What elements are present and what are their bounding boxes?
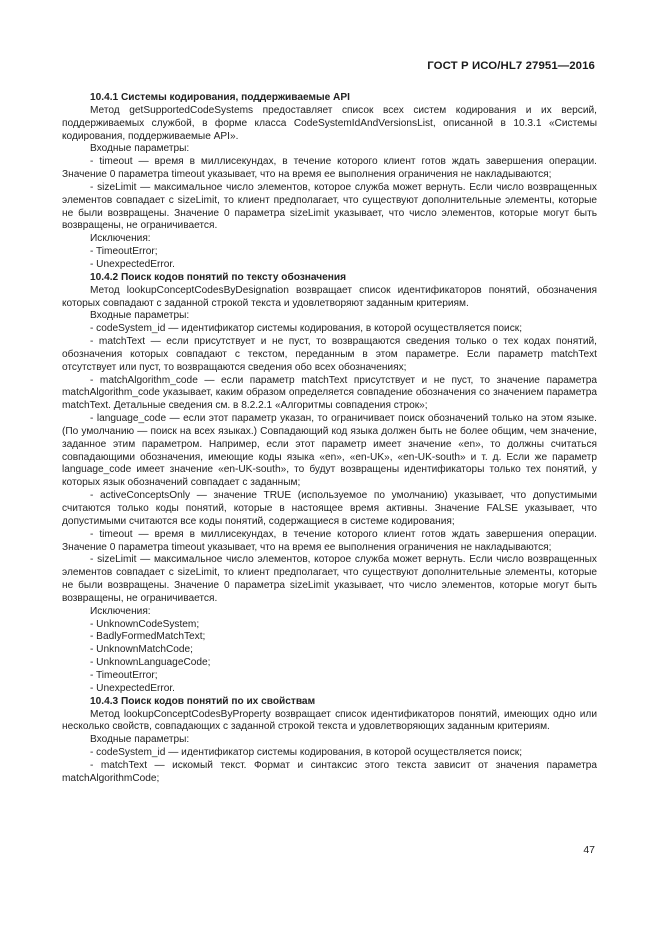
body-paragraph: Входные параметры: — [90, 143, 190, 155]
body-paragraph: Метод getSupportedCodeSystems предоставляет список всех систем кодирования и их версий, поддерживаемых службой, в форме класса CodeSystemIdAndVersionsList, описанной в 10.3.1 «Системы кодирования, поддерживаемые API». — [62, 104, 597, 142]
document-body — [62, 92, 597, 786]
body-paragraph: - BadlyFormedMatchText; — [90, 631, 206, 643]
body-paragraph: - UnknownCodeSystem; — [90, 618, 200, 630]
body-paragraph: - UnknownMatchCode; — [90, 644, 193, 656]
body-paragraph: - timeout — время в миллисекундах, в течение которого клиент готов ждать завершения операции. Значение 0 параметра timeout указывает, что на время ее выполнения ограничения не накладываются; — [62, 528, 597, 553]
body-paragraph: Метод lookupConceptCodesByDesignation возвращает список идентификаторов понятий, обозначения которых совпадают с заданной строкой текста и удовлетворяют заданным критериям. — [62, 284, 597, 309]
section-heading: 10.4.2 Поиск кодов понятий по тексту обозначения — [90, 271, 347, 283]
body-paragraph: - UnexpectedError. — [90, 682, 175, 694]
body-paragraph: - language_code — если этот параметр указан, то ограничивает поиск обозначений только на этом языке. (По умолчанию — поиск на всех языках.) Совпадающий код языка должен быть не более общим, чем значение, заданное этим параметром. Например, если этот параметр имеет значение «en», то должны считаться совпадающими обозначения, имеющие коды языка «en», «en-UK», «en-UK-south» и т. д. Если же параметр language_code имеет значение «en-UK-south», то будут возвращены идентификаторы только тех понятий, у которых язык обозначений совпадает с заданным; — [62, 413, 597, 489]
body-paragraph: - sizeLimit — максимальное число элементов, которое служба может вернуть. Если число возвращенных элементов совпадает с sizeLimit, то клиент предполагает, что существуют дополнительные элементы, которые не были возвращены. Значение 0 параметра sizeLimit указывает, что число элементов, которые могут быть возвращены, не ограничивается. — [62, 554, 597, 604]
body-paragraph: Исключения: — [90, 605, 151, 617]
body-paragraph: Метод lookupConceptCodesByProperty возвращает список идентификаторов понятий, имеющих одно или несколько свойств, совпадающих с заданной строкой текста и удовлетворяющих заданным критериям. — [62, 708, 597, 733]
body-paragraph: - codeSystem_id — идентификатор системы кодирования, в которой осуществляется поиск; — [90, 747, 523, 759]
body-paragraph: - matchText — искомый текст. Формат и синтаксис этого текста зависит от значения параметра matchAlgorithmCode; — [62, 759, 597, 784]
body-paragraph: - sizeLimit — максимальное число элементов, которое служба может вернуть. Если число возвращенных элементов совпадает с sizeLimit, то клиент предполагает, что существуют дополнительные элементы, которые не были возвращены. Значение 0 параметра sizeLimit указывает, что число элементов, которые могут быть возвращены, не ограничивается. — [62, 181, 597, 232]
body-paragraph: - UnknownLanguageCode; — [90, 657, 211, 669]
body-paragraph: Входные параметры: — [90, 310, 190, 322]
body-paragraph: Исключения: — [90, 233, 151, 245]
body-paragraph: - activeConceptsOnly — значение TRUE (используемое по умолчанию) указывает, что допустимыми считаются только коды понятий, которые в настоящее время активны. Значение FALSE указывает, что допустимыми считаются все коды понятий, содержащиеся в системе кодирования; — [62, 490, 597, 527]
body-paragraph: - matchText — если присутствует и не пуст, то возвращаются сведения только о тех кодах понятий, обозначения которых совпадают с текстом, переданным в этом параметре. Если параметр matchText отсутствует или пуст, то возвращаются сведения обо всех обозначениях; — [62, 336, 597, 373]
section-heading: 10.4.1 Системы кодирования, поддерживаемые API — [90, 92, 350, 103]
section-heading: 10.4.3 Поиск кодов понятий по их свойствам — [90, 695, 316, 707]
body-paragraph: - TimeoutError; — [90, 246, 158, 258]
body-paragraph: - UnexpectedError. — [90, 258, 175, 270]
body-paragraph: Входные параметры: — [90, 734, 190, 746]
body-paragraph: - matchAlgorithm_code — если параметр matchText присутствует и не пуст, то значение параметра matchAlgorithm_code указывает, каким образом определяется совпадение обозначения со значением параметра matchText. Детальные сведения см. в 8.2.2.1 «Алгоритмы совпадения строк»; — [62, 374, 597, 412]
standard-designation: ГОСТ Р ИСО/HL7 27951—2016 — [427, 60, 595, 72]
body-paragraph: - timeout — время в миллисекундах, в течение которого клиент готов ждать завершения операции. Значение 0 параметра timeout указывает, что на время ее выполнения ограничения не накладываются; — [62, 156, 597, 181]
body-paragraph: - TimeoutError; — [90, 669, 158, 681]
page-number: 47 — [583, 844, 595, 856]
body-paragraph: - codeSystem_id — идентификатор системы кодирования, в которой осуществляется поиск; — [90, 323, 523, 335]
